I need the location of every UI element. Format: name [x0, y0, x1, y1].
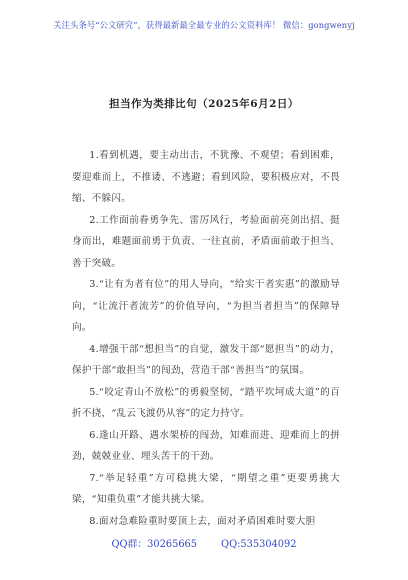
- paragraph: 1.看到机遇，要主动出击，不犹豫、不观望；看到困难，要迎难而上，不推诿、不逃避；看到风险，要积极应对，不畏缩、不躲闪。: [72, 150, 340, 204]
- paragraph: 7.“举足轻重”方可稳挑大梁，“期望之重”更要勇挑大梁，“知重负重”才能共挑大梁。: [72, 472, 340, 505]
- qq-group-number: QQ群：30265665: [111, 539, 198, 550]
- paragraph: 8.面对急难险重时要顶上去，面对矛盾困难时要大胆: [89, 515, 316, 527]
- paragraph: 2.工作面前眷勇争先、雷厉风行，考验面前亮剑出招、挺身而出，难题面前勇于负责、一往直前，矛盾面前敢于担当、善于突破。: [72, 214, 340, 269]
- paragraph: 3.“让有为者有位”的用人导向，“给实干者实惠”的激励导向，“让流汗者流芳”的价值导向，“为担当者担当”的保障导向。: [72, 279, 340, 333]
- document-body: [72, 145, 340, 532]
- promo-banner: 关注头条号“公文研究”，获得最新最全最专业的公文资料库！ 微信：gongwenyj: [53, 20, 355, 30]
- paragraph: 5.“咬定青山不放松”的勇毅坚韧，“踏平坎坷成大道”的百折不挠，“乱云飞渡仍从容”的定力持守。: [72, 386, 340, 419]
- paragraph: 6.逢山开路、遇水架桥的闯劲，知难而进、迎难而上的拼劲，兢兢业业、埋头苦干的干劲。: [72, 429, 340, 462]
- qq-number: QQ:535304092: [221, 539, 297, 550]
- contact-footer: [0, 536, 408, 550]
- paragraph: 4.增强干部“想担当”的自觉，激发干部“愿担当”的动力，保护干部“敢担当”的闯劲，营造干部“善担当”的氛围。: [72, 343, 340, 376]
- document-title: 担当作为类排比句（2025年6月2日）: [109, 98, 299, 110]
